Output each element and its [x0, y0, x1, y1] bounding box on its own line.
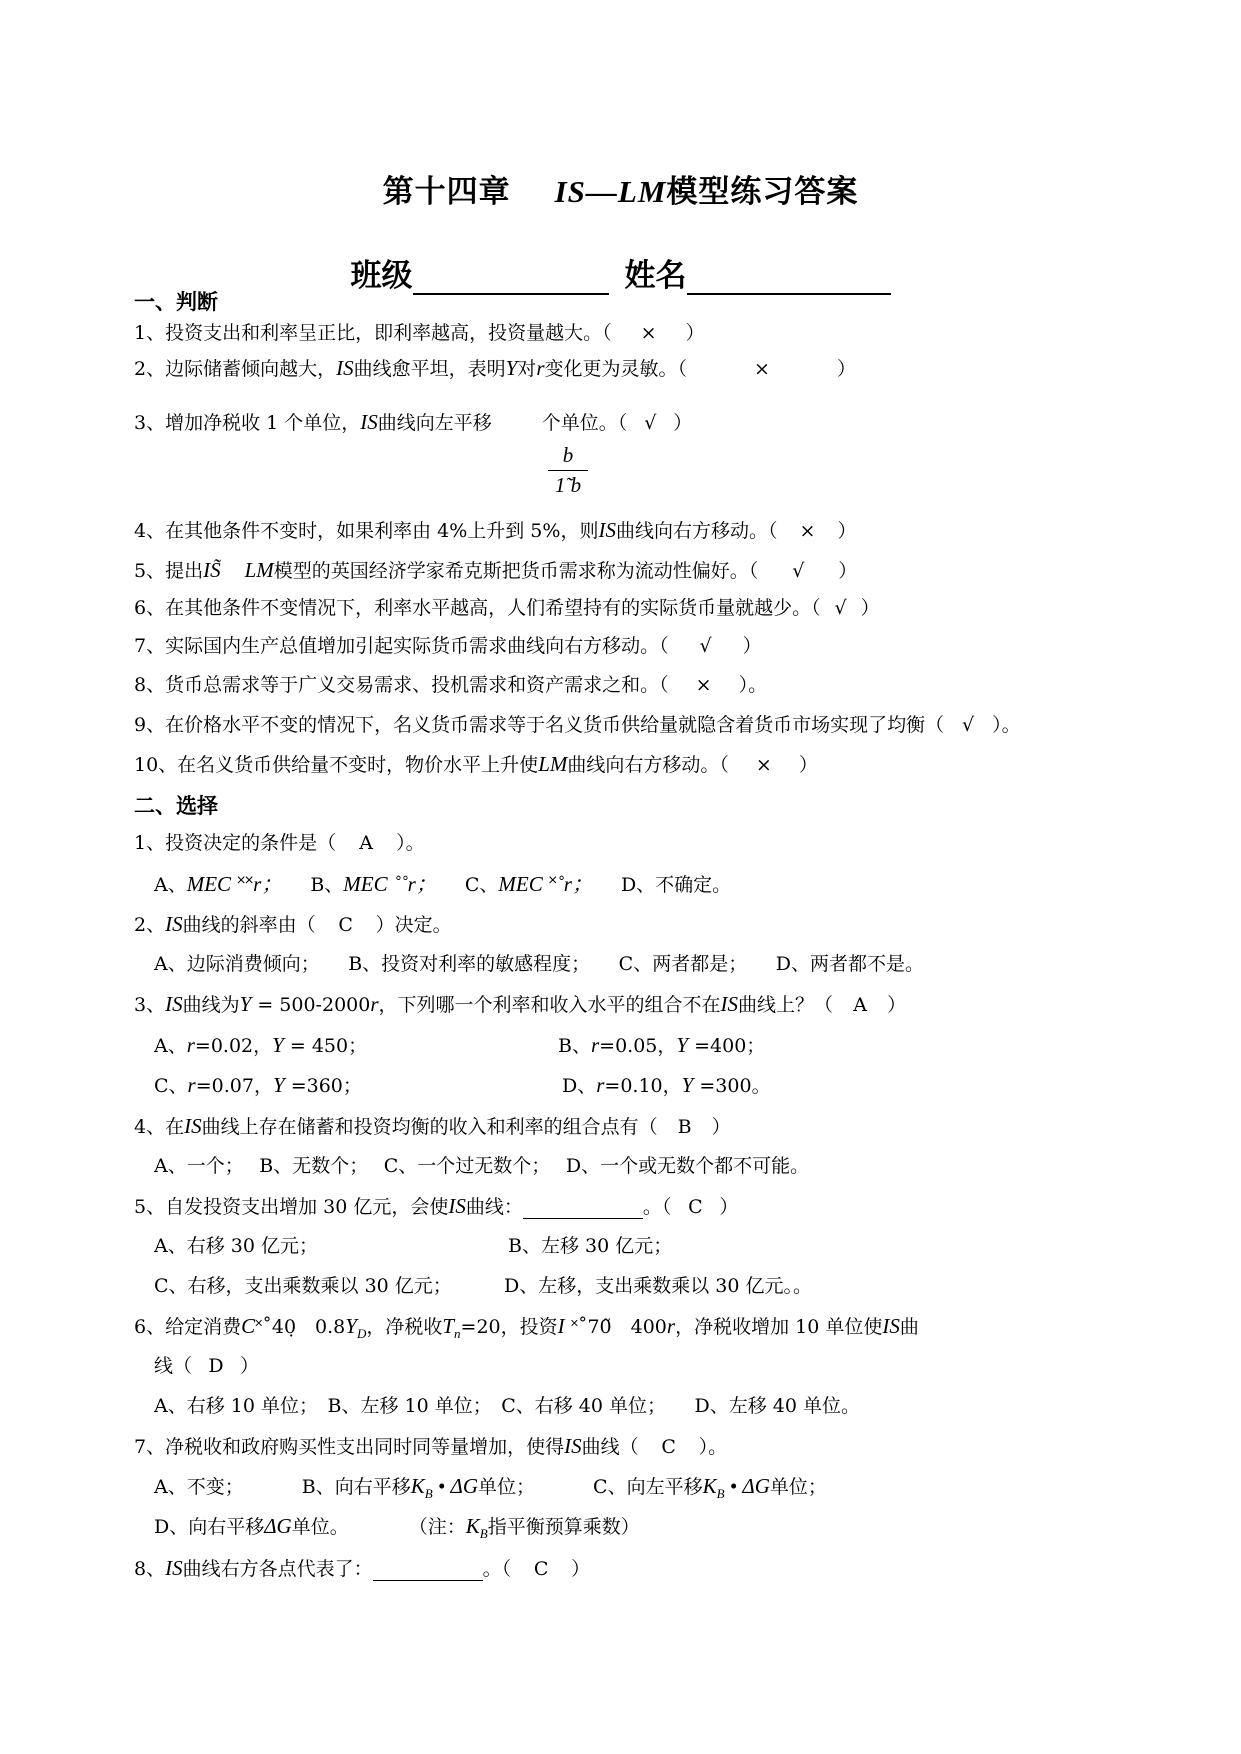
question-text: 曲线上存在储蓄和投资均衡的收入和利率的组合点有（ [201, 1116, 658, 1138]
judge-item-2 [134, 356, 856, 381]
option-text: 单位； [478, 1476, 536, 1498]
choice-q7-options-row2 [154, 1514, 640, 1546]
item-text: ） [838, 560, 858, 582]
choice-q1-options [154, 872, 731, 897]
item-text: ） [837, 520, 857, 542]
question-text: =20，投资 [460, 1316, 558, 1338]
option-label: A、 [154, 1035, 187, 1057]
math-symbol: ˟˟r； [237, 872, 283, 896]
choice-q1 [134, 831, 425, 855]
choice-q3-option-a: A、r=0.02，Y = 450； [154, 1033, 368, 1057]
answer-mark: B [677, 1116, 692, 1138]
item-text: 8、货币总需求等于广义交易需求、投机需求和资产需求之和。（ [134, 674, 669, 696]
item-text: ） [860, 597, 880, 619]
question-text: ，下列哪一个利率和收入水平的组合不在 [378, 994, 721, 1016]
answer-mark: √ [834, 597, 847, 619]
item-text: ） [798, 754, 818, 776]
math-symbol: IS [165, 1556, 183, 1580]
math-symbol: ˟˚r； [548, 872, 593, 896]
question-text: = 500-2000 [251, 994, 371, 1016]
choice-q5 [134, 1194, 738, 1219]
option-label: C、 [154, 1075, 188, 1097]
option-text: 单位。 [291, 1516, 349, 1538]
math-subscript: B [479, 1525, 488, 1541]
option-label: B、 [310, 874, 344, 896]
answer-mark: × [754, 358, 770, 380]
choice-q5-option-d: D、左移，支出乘数乘以 30 亿元。。 [504, 1275, 812, 1297]
question-text: 5、自发投资支出增加 30 亿元，会使 [134, 1196, 449, 1218]
question-text: 1、投资决定的条件是（ [134, 832, 337, 854]
question-text: 6、给定消费 [134, 1316, 242, 1338]
item-text: 4、在其他条件不变时，如果利率由 4%上升到 5%，则 [134, 520, 599, 542]
math-symbol: IS [720, 992, 739, 1016]
math-symbol: IS [336, 356, 354, 380]
option-label: A、 [154, 874, 187, 896]
fraction-denominator: 1̃ b [554, 473, 582, 497]
math-symbol: Y [505, 356, 518, 380]
option-label: B、 [558, 1035, 591, 1057]
title-prefix: 第十四章 [382, 174, 511, 210]
judge-item-4 [134, 518, 856, 543]
math-symbol: • ΔG [724, 1474, 770, 1498]
math-symbol: IS [598, 518, 616, 542]
question-text: ，净税收 [366, 1316, 443, 1338]
question-text: ）。 [396, 832, 425, 854]
question-text: 。（ [642, 1196, 672, 1218]
choice-q3-option-c: C、r=0.07，Y =360； [154, 1073, 362, 1097]
math-symbol: r [536, 356, 545, 380]
math-expression: ˟˚40̣ 0.8 [255, 1316, 346, 1338]
question-text: ）。 [698, 1436, 728, 1458]
item-text: 变化更为灵敏。（ [544, 358, 688, 380]
answer-mark: × [755, 754, 772, 776]
answer-mark: C [661, 1436, 676, 1458]
question-text: ）决定。 [375, 914, 452, 936]
name-blank[interactable] [687, 261, 891, 295]
question-text: 8、 [134, 1558, 166, 1580]
question-text: ） [887, 994, 907, 1016]
choice-q5-option-b: B、左移 30 亿元； [508, 1235, 673, 1257]
item-text: ） [742, 635, 762, 657]
judge-item-6 [134, 596, 880, 620]
option-text: =300。 [693, 1075, 771, 1097]
item-text: 曲线向右方移动。（ [615, 520, 778, 542]
math-symbol: r [666, 1314, 676, 1338]
math-symbol: T [442, 1314, 455, 1338]
section-heading-choice: 二、选择 [134, 793, 218, 818]
section-heading-judgement: 一、判断 [134, 289, 218, 314]
question-text: ） [719, 1196, 739, 1218]
option-label: D、不确定。 [620, 874, 732, 896]
math-symbol: LM [244, 558, 274, 582]
math-symbol: MEC [343, 872, 388, 896]
question-text: 4、在 [134, 1116, 185, 1138]
math-symbol: ΔG [264, 1514, 292, 1538]
choice-q3-option-d: D、r=0.10，Y =300。 [562, 1073, 771, 1097]
item-text: 曲线向左平移 [377, 412, 492, 434]
option-text: =0.07， [195, 1075, 273, 1097]
class-blank[interactable] [413, 261, 609, 295]
math-symbol: IS̃ [203, 558, 221, 582]
item-text: 10、在名义货币供给量不变时，物价水平上升使 [134, 754, 539, 776]
item-text: 模型的英国经济学家希克斯把货币需求称为流动性偏好。（ [273, 560, 759, 582]
question-text: 曲线： [465, 1196, 523, 1218]
answer-mark: C [533, 1558, 549, 1580]
item-text: ）。 [992, 714, 1021, 736]
math-symbol: K [702, 1474, 717, 1498]
item-text: 曲线向右方移动。（ [567, 754, 729, 776]
fraction-numerator: b [548, 443, 588, 471]
option-text: D、向右平移 [154, 1516, 265, 1538]
question-text: 曲 [899, 1316, 919, 1338]
fraction [548, 443, 588, 498]
question-text: 3、 [134, 994, 166, 1016]
title-suffix: 模型练习答案 [666, 174, 859, 210]
option-text: =360； [284, 1075, 362, 1097]
answer-mark: D [208, 1355, 224, 1377]
page-title [0, 166, 1241, 211]
question-text: 。（ [482, 1558, 512, 1580]
item-text: 曲线愈平坦，表明 [353, 358, 506, 380]
question-text: ） [711, 1116, 731, 1138]
math-symbol: K [410, 1474, 425, 1498]
item-text: 3、增加净税收 1 个单位， [134, 412, 361, 434]
math-symbol: MEC [498, 872, 543, 896]
judge-item-7 [134, 634, 762, 658]
question-text: 曲线为 [182, 994, 240, 1016]
item-text: 1、投资支出和利率呈正比，即利率越高，投资量越大。（ [134, 322, 612, 344]
choice-q3-option-b: B、r=0.05，Y =400； [558, 1033, 766, 1057]
math-symbol: IS [882, 1314, 900, 1338]
choice-q5-option-a: A、右移 30 亿元； [154, 1235, 318, 1257]
answer-mark: √ [962, 714, 975, 736]
item-text: ）。 [738, 674, 768, 696]
answer-mark: × [695, 674, 712, 696]
option-text: =0.10， [604, 1075, 682, 1097]
answer-mark: × [640, 322, 657, 344]
math-symbol: IS [165, 992, 183, 1016]
choice-q7 [134, 1434, 727, 1459]
choice-q8 [134, 1556, 590, 1581]
math-symbol: IS [564, 1434, 582, 1458]
question-text: 曲线上？（ [738, 994, 834, 1016]
choice-q5-option-c: C、右移，支出乘数乘以 30 亿元； [154, 1275, 452, 1297]
item-text: 7、实际国内生产总值增加引起实际货币需求曲线向右方移动。（ [134, 635, 669, 657]
item-text: 个单位。（ [541, 412, 628, 434]
name-label: 姓名 [624, 258, 687, 294]
item-text: 2、边际储蓄倾向越大， [134, 358, 337, 380]
choice-q4 [134, 1114, 731, 1139]
math-subscript: n [454, 1325, 461, 1341]
math-symbol: I [557, 1314, 565, 1338]
option-text: =0.05， [599, 1035, 677, 1057]
question-text: 线（ [154, 1355, 193, 1377]
math-subscript: D [356, 1325, 367, 1341]
item-text: ） [837, 358, 857, 380]
math-symbol: ˚˚r； [393, 872, 437, 896]
math-symbol: IS [165, 912, 183, 936]
item-text: ） [685, 322, 705, 344]
math-symbol: IS [448, 1194, 466, 1218]
option-label: D、 [562, 1075, 597, 1097]
choice-q4-options: A、一个； B、无数个； C、一个过无数个； D、一个或无数个都不可能。 [154, 1155, 810, 1177]
option-label: C、 [464, 874, 499, 896]
math-expression: ˟˚70̃ 400 [570, 1316, 667, 1338]
question-text: ） [240, 1355, 260, 1377]
answer-mark: √ [644, 412, 657, 434]
option-text: 单位； [769, 1476, 827, 1498]
answer-blank[interactable] [373, 1560, 483, 1581]
judge-item-5 [134, 558, 857, 583]
math-symbol: C [241, 1314, 256, 1338]
class-label: 班级 [350, 258, 413, 294]
title-italic: IS—LM [554, 174, 667, 209]
judge-item-10 [134, 752, 818, 777]
math-symbol: K [465, 1514, 480, 1538]
answer-mark: √ [792, 560, 805, 582]
math-symbol: LM [538, 752, 568, 776]
question-text: 2、 [134, 914, 166, 936]
choice-q6-continued [154, 1354, 259, 1378]
choice-q6-options: A、右移 10 单位； B、左移 10 单位； C、右移 40 单位； D、左移 40 单位。 [154, 1395, 860, 1417]
choice-q2-options: A、边际消费倾向； B、投资对利率的敏感程度； C、两者都是； D、两者都不是。 [154, 953, 924, 975]
question-text: 曲线的斜率由（ [182, 914, 316, 936]
answer-mark: A [853, 994, 867, 1016]
answer-mark: × [799, 520, 816, 542]
math-symbol: MEC [186, 872, 232, 896]
question-text: ，净税收增加 10 单位使 [675, 1316, 883, 1338]
choice-q2 [134, 912, 452, 937]
math-subscript: B [424, 1485, 433, 1501]
item-text: 6、在其他条件不变情况下，利率水平越高，人们希望持有的实际货币量就越少。（ [134, 597, 821, 619]
item-text: ） [673, 412, 693, 434]
math-symbol: r [370, 992, 379, 1016]
math-subscript: B [716, 1485, 725, 1501]
note-text: （注： [408, 1516, 466, 1538]
option-text: = 450； [283, 1035, 368, 1057]
math-symbol: IS [360, 410, 378, 434]
option-text: =0.02， [194, 1035, 273, 1057]
answer-mark: √ [699, 635, 712, 657]
choice-q3 [134, 992, 906, 1017]
answer-mark: C [688, 1196, 703, 1218]
judge-item-8 [134, 673, 767, 697]
question-text: 7、净税收和政府购买性支出同时同等量增加，使得 [134, 1436, 565, 1458]
item-text: 对 [517, 358, 537, 380]
math-symbol: Y [239, 992, 252, 1016]
choice-q6 [134, 1314, 919, 1346]
item-text: 9、在价格水平不变的情况下，名义货币需求等于名义货币供给量就隐含着货币市场实现了均衡（ [134, 714, 945, 736]
option-text: B、向右平移 [301, 1476, 411, 1498]
math-symbol: • ΔG [432, 1474, 479, 1498]
judge-item-1 [134, 321, 705, 345]
question-text: 曲线右方各点代表了： [182, 1558, 373, 1580]
answer-mark: A [359, 832, 373, 854]
item-text: 5、提出 [134, 560, 204, 582]
question-text: 曲线（ [581, 1436, 639, 1458]
judge-item-9 [134, 713, 1021, 737]
option-text: =400； [688, 1035, 766, 1057]
math-symbol: Y [345, 1314, 357, 1338]
answer-mark: C [338, 914, 353, 936]
option-text: C、向左平移 [593, 1476, 703, 1498]
question-text: ） [571, 1558, 591, 1580]
note-text: 指平衡预算乘数） [487, 1516, 640, 1538]
answer-blank[interactable] [523, 1198, 643, 1219]
choice-q7-options-row1 [154, 1474, 827, 1506]
math-symbol: IS [184, 1114, 202, 1138]
judge-item-3 [134, 410, 692, 435]
option-text: A、不变； [154, 1476, 244, 1498]
